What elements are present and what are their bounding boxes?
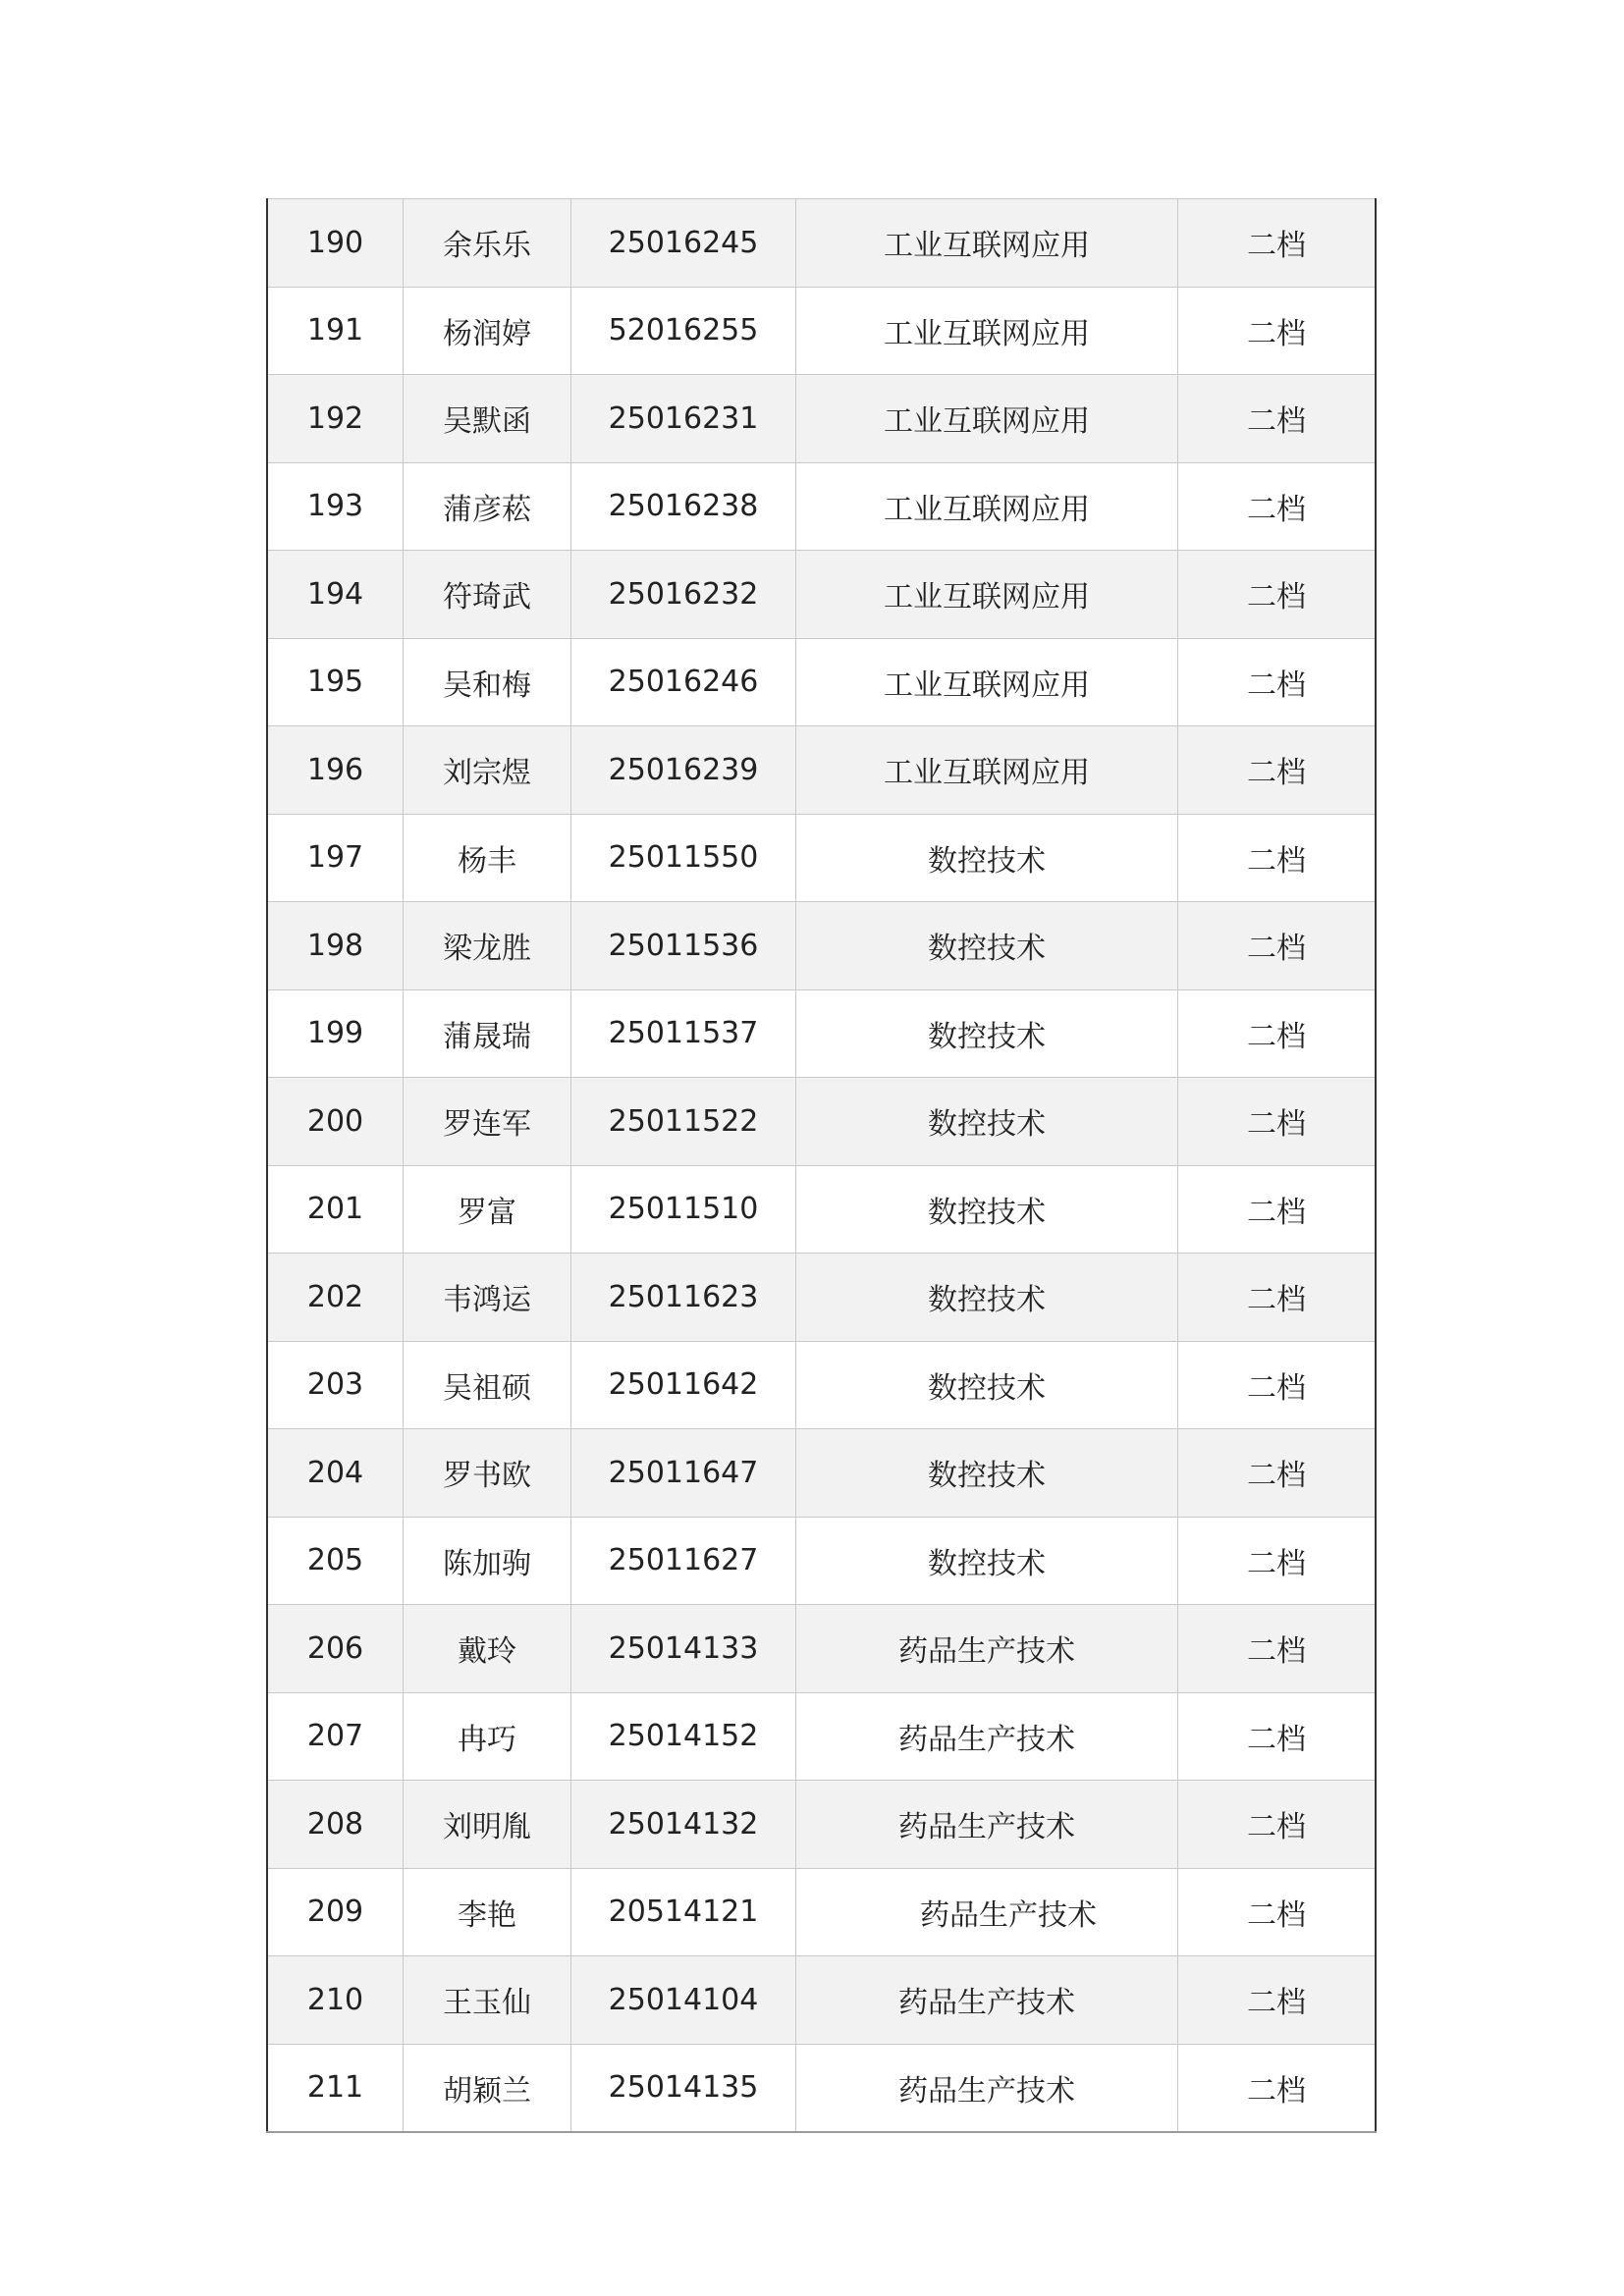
table-row (267, 1605, 1376, 1693)
row-number-cell-text: 209 (306, 1895, 364, 1930)
level-cell-text: 二档 (1247, 1195, 1306, 1230)
row-number-cell (267, 462, 404, 551)
student-name-cell (404, 1868, 571, 1956)
level-cell (1178, 638, 1377, 726)
student-name-cell (404, 1956, 571, 2045)
level-cell-text: 二档 (1247, 932, 1306, 967)
row-number-cell (267, 1429, 404, 1518)
student-id-cell-text: 25011537 (608, 1016, 759, 1051)
student-name-cell-text: 胡颖兰 (443, 2073, 531, 2109)
major-cell (796, 1165, 1178, 1254)
student-id-cell (571, 2044, 796, 2132)
student-name-cell-text: 刘宗煜 (443, 756, 531, 791)
student-id-cell (571, 1605, 796, 1693)
student-id-cell-text: 25016239 (608, 752, 759, 787)
student-name-cell-text: 蒲彦菘 (443, 492, 531, 527)
table-row (267, 1692, 1376, 1781)
row-number-cell-text: 206 (306, 1630, 364, 1666)
student-name-cell (404, 551, 571, 639)
level-cell-text: 二档 (1247, 1107, 1306, 1143)
student-name-cell-text: 梁龙胜 (443, 932, 531, 967)
row-number-cell-text: 193 (306, 489, 364, 524)
student-id-cell (571, 902, 796, 990)
row-number-cell (267, 1165, 404, 1254)
level-cell-text: 二档 (1247, 843, 1306, 879)
major-cell (796, 1868, 1178, 1956)
major-cell-text: 工业互联网应用 (884, 756, 1090, 791)
table-row (267, 1517, 1376, 1605)
row-number-cell-text: 207 (306, 1719, 364, 1754)
row-number-cell (267, 287, 404, 375)
level-cell-text: 二档 (1247, 1810, 1306, 1845)
student-name-cell-text: 韦鸿运 (443, 1283, 531, 1318)
student-id-cell (571, 1254, 796, 1342)
major-cell-text: 数控技术 (928, 843, 1046, 879)
student-name-cell-text: 罗富 (458, 1195, 516, 1230)
table-row (267, 551, 1376, 639)
level-cell (1178, 1341, 1377, 1429)
row-number-cell-text: 192 (306, 400, 364, 436)
major-cell (796, 1692, 1178, 1781)
row-number-cell (267, 1605, 404, 1693)
row-number-cell-text: 200 (306, 1103, 364, 1139)
student-name-cell-text: 余乐乐 (443, 229, 531, 264)
level-cell-text: 二档 (1247, 229, 1306, 264)
level-cell-text: 二档 (1247, 492, 1306, 527)
student-name-cell (404, 1781, 571, 1869)
student-id-cell (571, 287, 796, 375)
table-row (267, 989, 1376, 1078)
student-name-cell (404, 375, 571, 463)
major-cell (796, 726, 1178, 815)
student-name-cell-text: 王玉仙 (443, 1986, 531, 2021)
student-name-cell-text: 戴玲 (458, 1634, 516, 1670)
table-row (267, 462, 1376, 551)
level-cell (1178, 462, 1377, 551)
major-cell-text: 工业互联网应用 (884, 229, 1090, 264)
student-id-cell-text: 25014132 (608, 1806, 759, 1842)
table-row (267, 1781, 1376, 1869)
table-row (267, 199, 1376, 288)
level-cell-text: 二档 (1247, 1283, 1306, 1318)
major-cell (796, 462, 1178, 551)
student-id-cell (571, 1956, 796, 2045)
row-number-cell (267, 1956, 404, 2045)
student-id-cell (571, 1078, 796, 1166)
student-id-cell-text: 25014133 (608, 1630, 759, 1666)
level-cell (1178, 287, 1377, 375)
student-name-cell (404, 814, 571, 902)
major-cell (796, 199, 1178, 288)
student-name-cell (404, 1341, 571, 1429)
student-id-cell-text: 25011647 (608, 1455, 759, 1490)
major-cell-text: 数控技术 (928, 1019, 1046, 1054)
row-number-cell (267, 1781, 404, 1869)
major-cell (796, 551, 1178, 639)
student-id-cell-text: 25011510 (608, 1192, 759, 1227)
level-cell-text: 二档 (1247, 1634, 1306, 1670)
level-cell (1178, 551, 1377, 639)
major-cell (796, 1605, 1178, 1693)
table-row (267, 1956, 1376, 2045)
student-name-cell (404, 1078, 571, 1166)
row-number-cell-text: 208 (306, 1806, 364, 1842)
student-id-cell-text: 20514121 (608, 1895, 759, 1930)
student-name-cell-text: 符琦武 (443, 580, 531, 615)
major-cell-text: 药品生产技术 (898, 2073, 1075, 2109)
row-number-cell-text: 196 (306, 752, 364, 787)
major-cell (796, 287, 1178, 375)
table-row (267, 287, 1376, 375)
student-name-cell-text: 吴和梅 (443, 667, 531, 703)
student-name-cell (404, 902, 571, 990)
level-cell-text: 二档 (1247, 316, 1306, 351)
major-cell-text: 数控技术 (928, 1370, 1046, 1406)
major-cell (796, 2044, 1178, 2132)
table-row (267, 375, 1376, 463)
level-cell-text: 二档 (1247, 404, 1306, 440)
student-id-cell (571, 1165, 796, 1254)
student-name-cell (404, 1605, 571, 1693)
level-cell-text: 二档 (1247, 1459, 1306, 1494)
row-number-cell (267, 1692, 404, 1781)
student-id-cell-text: 25016231 (608, 400, 759, 436)
row-number-cell-text: 198 (306, 928, 364, 963)
row-number-cell-text: 204 (306, 1455, 364, 1490)
student-name-cell (404, 638, 571, 726)
student-id-cell (571, 989, 796, 1078)
row-number-cell (267, 551, 404, 639)
level-cell-text: 二档 (1247, 580, 1306, 615)
student-id-cell-text: 25011627 (608, 1543, 759, 1578)
student-name-cell (404, 1517, 571, 1605)
major-cell-text: 工业互联网应用 (884, 404, 1090, 440)
major-cell-text: 药品生产技术 (898, 1986, 1075, 2021)
level-cell (1178, 1254, 1377, 1342)
table-row (267, 1078, 1376, 1166)
student-name-cell-text: 吴默函 (443, 404, 531, 440)
level-cell (1178, 1605, 1377, 1693)
table-row (267, 1165, 1376, 1254)
row-number-cell-text: 211 (306, 2070, 364, 2106)
row-number-cell (267, 814, 404, 902)
row-number-cell-text: 190 (306, 225, 364, 260)
student-name-cell (404, 726, 571, 815)
level-cell-text: 二档 (1247, 1370, 1306, 1406)
level-cell-text: 二档 (1247, 2073, 1306, 2109)
major-cell (796, 638, 1178, 726)
student-id-cell (571, 199, 796, 288)
student-name-cell (404, 2044, 571, 2132)
student-name-cell-text: 杨润婷 (443, 316, 531, 351)
level-cell-text: 二档 (1247, 1722, 1306, 1757)
student-name-cell-text: 冉巧 (458, 1722, 516, 1757)
student-name-cell (404, 199, 571, 288)
student-name-cell-text: 陈加驹 (443, 1546, 531, 1581)
student-id-cell (571, 726, 796, 815)
row-number-cell-text: 199 (306, 1016, 364, 1051)
table-row (267, 1429, 1376, 1518)
table-body (267, 199, 1376, 2133)
student-id-cell (571, 1517, 796, 1605)
level-cell (1178, 1956, 1377, 2045)
student-id-cell (571, 462, 796, 551)
major-cell (796, 1956, 1178, 2045)
level-cell (1178, 1165, 1377, 1254)
table-row (267, 726, 1376, 815)
major-cell-text: 数控技术 (928, 1195, 1046, 1230)
major-cell-text: 数控技术 (928, 1459, 1046, 1494)
student-id-cell-text: 25016238 (608, 489, 759, 524)
level-cell-text: 二档 (1247, 756, 1306, 791)
level-cell (1178, 1078, 1377, 1166)
student-name-cell-text: 刘明胤 (443, 1810, 531, 1845)
row-number-cell (267, 989, 404, 1078)
student-id-cell-text: 25016246 (608, 665, 759, 700)
student-id-cell-text: 25016245 (608, 225, 759, 260)
student-id-cell (571, 1868, 796, 1956)
student-name-cell-text: 罗书欧 (443, 1459, 531, 1494)
student-id-cell (571, 1781, 796, 1869)
student-name-cell-text: 蒲晟瑞 (443, 1019, 531, 1054)
student-id-cell-text: 25011522 (608, 1103, 759, 1139)
student-id-cell (571, 1341, 796, 1429)
student-id-cell-text: 25014152 (608, 1719, 759, 1754)
student-id-cell (571, 638, 796, 726)
row-number-cell (267, 199, 404, 288)
row-number-cell (267, 902, 404, 990)
student-name-cell (404, 1429, 571, 1518)
level-cell-text: 二档 (1247, 667, 1306, 703)
student-id-cell (571, 814, 796, 902)
student-id-cell (571, 1692, 796, 1781)
table-row (267, 1341, 1376, 1429)
row-number-cell-text: 202 (306, 1279, 364, 1314)
major-cell (796, 1781, 1178, 1869)
row-number-cell-text: 201 (306, 1192, 364, 1227)
table-row (267, 902, 1376, 990)
student-id-cell-text: 25011642 (608, 1367, 759, 1403)
row-number-cell-text: 197 (306, 840, 364, 876)
table-row (267, 2044, 1376, 2132)
level-cell (1178, 2044, 1377, 2132)
major-cell-text: 药品生产技术 (920, 1897, 1097, 1933)
level-cell (1178, 199, 1377, 288)
major-cell-text: 数控技术 (928, 1283, 1046, 1318)
row-number-cell-text: 210 (306, 1982, 364, 2017)
student-name-cell (404, 1692, 571, 1781)
student-id-cell-text: 25011536 (608, 928, 759, 963)
major-cell (796, 375, 1178, 463)
row-number-cell-text: 195 (306, 665, 364, 700)
level-cell (1178, 1692, 1377, 1781)
student-id-cell (571, 551, 796, 639)
major-cell-text: 药品生产技术 (898, 1634, 1075, 1670)
major-cell (796, 814, 1178, 902)
student-name-cell-text: 罗连军 (443, 1107, 531, 1143)
student-list-table-wrapper (266, 198, 1371, 2133)
row-number-cell (267, 1254, 404, 1342)
row-number-cell (267, 726, 404, 815)
level-cell (1178, 902, 1377, 990)
student-id-cell (571, 375, 796, 463)
level-cell (1178, 814, 1377, 902)
major-cell (796, 1429, 1178, 1518)
major-cell-text: 工业互联网应用 (884, 580, 1090, 615)
major-cell-text: 工业互联网应用 (884, 492, 1090, 527)
level-cell (1178, 1868, 1377, 1956)
level-cell (1178, 726, 1377, 815)
major-cell-text: 数控技术 (928, 1546, 1046, 1581)
student-id-cell-text: 25014104 (608, 1982, 759, 2017)
student-name-cell (404, 1254, 571, 1342)
student-id-cell-text: 52016255 (608, 313, 759, 348)
student-name-cell-text: 吴祖硕 (443, 1370, 531, 1406)
level-cell-text: 二档 (1247, 1019, 1306, 1054)
table-row (267, 1868, 1376, 1956)
major-cell-text: 工业互联网应用 (884, 667, 1090, 703)
student-id-cell (571, 1429, 796, 1518)
row-number-cell (267, 1341, 404, 1429)
major-cell-text: 药品生产技术 (898, 1810, 1075, 1845)
level-cell-text: 二档 (1247, 1546, 1306, 1581)
major-cell (796, 1254, 1178, 1342)
student-name-cell (404, 462, 571, 551)
major-cell (796, 1517, 1178, 1605)
table-row (267, 814, 1376, 902)
row-number-cell (267, 375, 404, 463)
student-list-table (266, 198, 1377, 2133)
major-cell (796, 902, 1178, 990)
level-cell (1178, 375, 1377, 463)
row-number-cell (267, 2044, 404, 2132)
row-number-cell (267, 638, 404, 726)
student-name-cell (404, 1165, 571, 1254)
level-cell-text: 二档 (1247, 1897, 1306, 1933)
major-cell-text: 工业互联网应用 (884, 316, 1090, 351)
major-cell (796, 1341, 1178, 1429)
level-cell (1178, 989, 1377, 1078)
student-id-cell-text: 25016232 (608, 576, 759, 612)
major-cell (796, 1078, 1178, 1166)
level-cell (1178, 1517, 1377, 1605)
student-id-cell-text: 25011550 (608, 840, 759, 876)
row-number-cell (267, 1868, 404, 1956)
student-name-cell-text: 杨丰 (458, 843, 516, 879)
student-name-cell (404, 287, 571, 375)
table-row (267, 638, 1376, 726)
row-number-cell-text: 194 (306, 576, 364, 612)
student-name-cell (404, 989, 571, 1078)
row-number-cell (267, 1078, 404, 1166)
row-number-cell (267, 1517, 404, 1605)
major-cell-text: 药品生产技术 (898, 1722, 1075, 1757)
student-id-cell-text: 25011623 (608, 1279, 759, 1314)
major-cell-text: 数控技术 (928, 932, 1046, 967)
row-number-cell-text: 203 (306, 1367, 364, 1403)
student-name-cell-text: 李艳 (458, 1897, 516, 1933)
major-cell (796, 989, 1178, 1078)
student-id-cell-text: 25014135 (608, 2070, 759, 2106)
table-row (267, 1254, 1376, 1342)
level-cell-text: 二档 (1247, 1986, 1306, 2021)
row-number-cell-text: 191 (306, 313, 364, 348)
row-number-cell-text: 205 (306, 1543, 364, 1578)
level-cell (1178, 1429, 1377, 1518)
major-cell-text: 数控技术 (928, 1107, 1046, 1143)
level-cell (1178, 1781, 1377, 1869)
